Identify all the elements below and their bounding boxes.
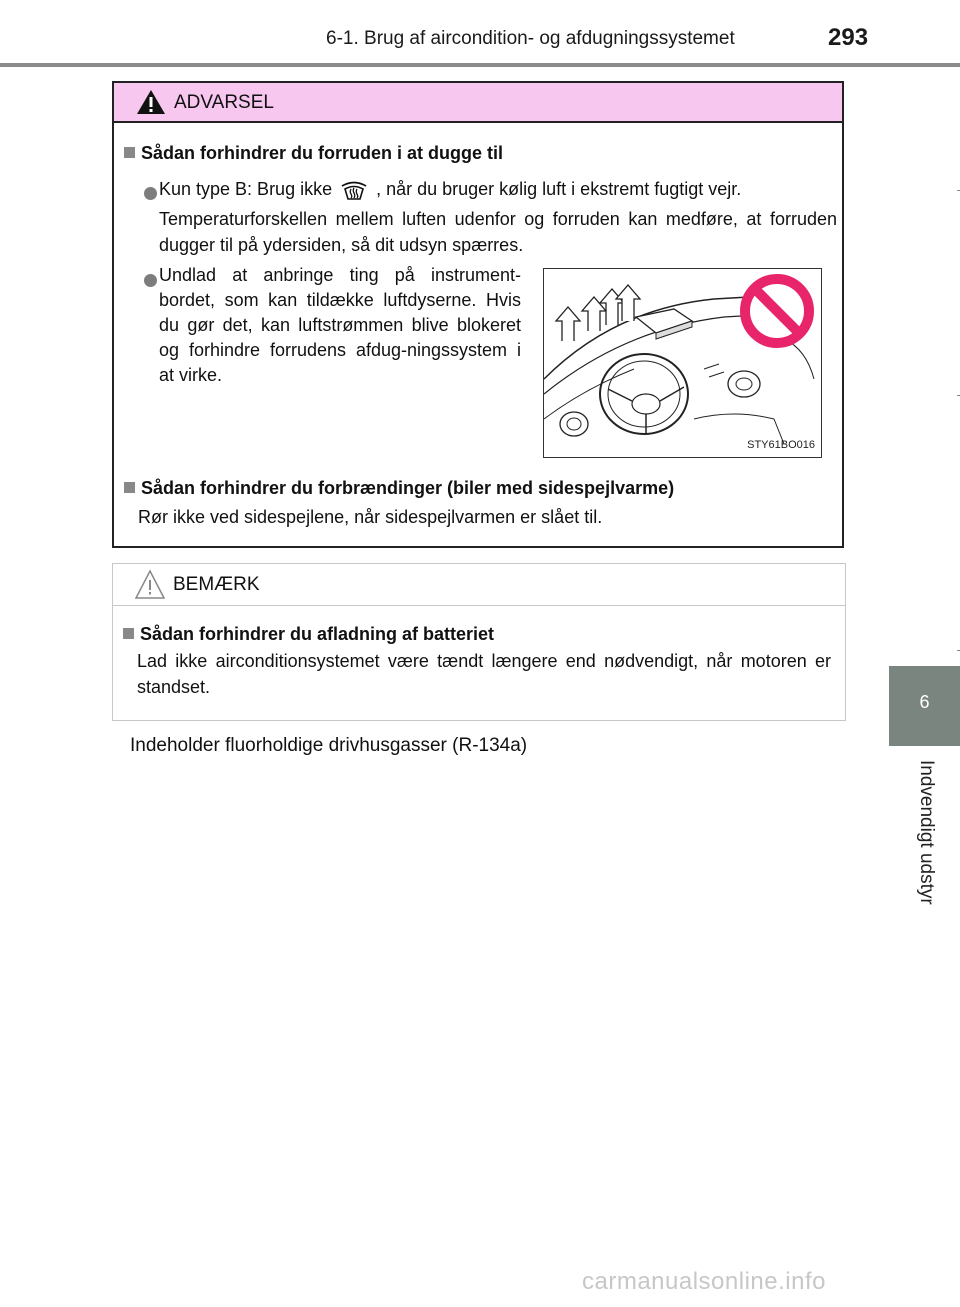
page-number: 293 bbox=[828, 24, 869, 51]
round-bullet-icon bbox=[144, 187, 157, 200]
chapter-number: 6 bbox=[919, 692, 930, 712]
section-heading-text: Sådan forhindrer du afladning af batteriet bbox=[140, 624, 495, 644]
bullet-paragraph bbox=[159, 176, 837, 202]
square-bullet-icon bbox=[123, 628, 134, 639]
caution-triangle-outline-icon bbox=[135, 568, 165, 600]
note-box bbox=[112, 563, 846, 721]
section-title: 6-1. Brug af aircondition- og afdugningssystemet bbox=[326, 28, 735, 49]
warning-header bbox=[114, 83, 842, 123]
illustration-code: STY61BO016 bbox=[747, 439, 815, 451]
dashboard-illustration bbox=[543, 268, 822, 458]
section-heading-text: Sådan forhindrer du forruden i at dugge til bbox=[141, 143, 504, 163]
round-bullet-icon bbox=[144, 274, 157, 287]
warning-triangle-icon bbox=[136, 88, 166, 116]
watermark: carmanualsonline.info bbox=[582, 1268, 826, 1295]
bullet-continuation: Temperaturforskellen mellem luften udenfor og forruden kan medføre, at forruden dugger til på ydersiden, så dit udsyn spærres. bbox=[159, 209, 837, 255]
section-paragraph: Rør ikke ved sidespejlene, når sidespejlvarmen er slået til. bbox=[138, 507, 603, 527]
footer-text: Indeholder fluorholdige drivhusgasser (R-134a) bbox=[130, 735, 528, 756]
bullet-paragraph: Undlad at anbringe ting på instrument-bordet, som kan tildække luftdyserne. Hvis du gør det, kan luftstrømmen blive blokeret og forhindre forrudens afdug-ningssystem i at virke. bbox=[159, 265, 521, 385]
section-heading bbox=[123, 624, 494, 645]
chapter-tab bbox=[889, 666, 960, 746]
section-heading bbox=[124, 478, 674, 499]
section-heading bbox=[124, 143, 503, 164]
dashboard-drawing bbox=[544, 269, 822, 458]
bullet-text-before-icon: Kun type B: Brug ikke bbox=[159, 179, 333, 199]
bullet-text-after-icon: , når du bruger kølig luft i ekstremt fugtigt vejr. bbox=[376, 179, 742, 199]
header-rule bbox=[0, 63, 960, 67]
note-header bbox=[113, 564, 845, 606]
square-bullet-icon bbox=[124, 482, 135, 493]
section-heading-text: Sådan forhindrer du forbrændinger (biler med sidespejlvarme) bbox=[141, 478, 675, 498]
note-paragraph: Lad ikke airconditionsystemet være tændt længere end nødvendigt, når motoren er standset. bbox=[137, 651, 831, 697]
warning-title: ADVARSEL bbox=[174, 92, 274, 113]
windshield-defroster-icon bbox=[340, 179, 368, 201]
square-bullet-icon bbox=[124, 147, 135, 158]
chapter-label: Indvendigt udstyr bbox=[916, 760, 937, 905]
note-title: BEMÆRK bbox=[173, 574, 260, 595]
chapter-label-container bbox=[915, 760, 941, 920]
